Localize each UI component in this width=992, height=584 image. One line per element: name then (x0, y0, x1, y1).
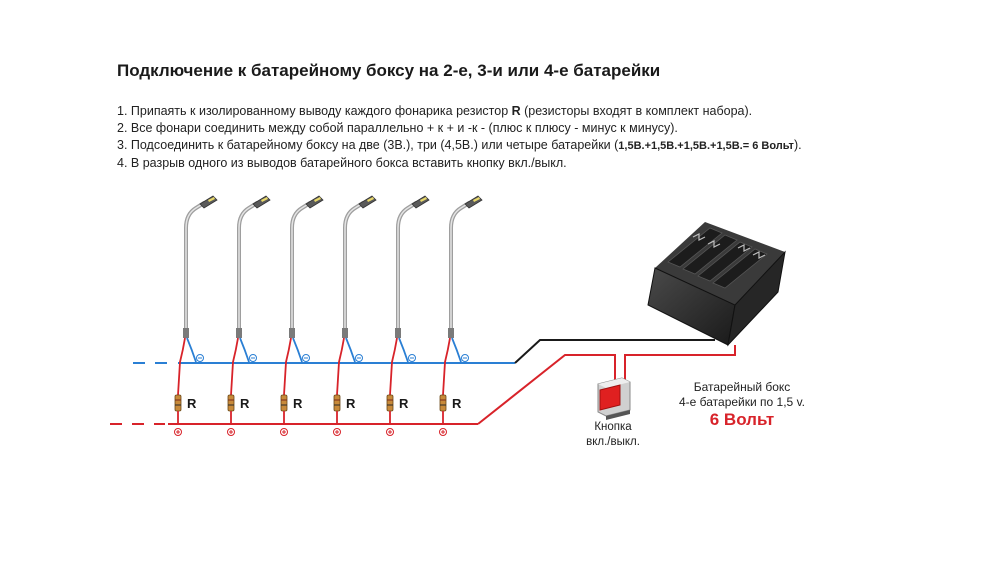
resistor-label: R (452, 396, 462, 411)
lamp-pole-highlight (239, 203, 257, 330)
battery-voltage: 6 Вольт (709, 410, 775, 429)
instruction-bold: 1,5В.+1,5В.+1,5В.+1,5В.= 6 Вольт (618, 140, 794, 152)
lamp-plus-lead (443, 338, 450, 395)
lamp-pole (345, 203, 363, 330)
lamp-head (200, 196, 217, 208)
lamp-plus-lead (178, 338, 185, 395)
resistor (228, 395, 234, 411)
battery-box (648, 222, 785, 345)
page-title: Подключение к батарейному боксу на 2-е, 3-и или 4-е батарейки (117, 61, 661, 80)
lamp-pole-highlight (398, 203, 416, 330)
lamp-pole (186, 203, 204, 330)
instruction-text: ). (793, 138, 802, 152)
lamp-minus-lead (346, 338, 355, 362)
lamp-head (253, 196, 270, 208)
instruction-text: 2. Все фонари соединить между собой параллельно + к + и -к - (плюс к плюсу - минус к минусу). (117, 121, 678, 135)
lamp-head (412, 196, 429, 208)
minus-wire (133, 340, 715, 363)
lamp-minus-lead (240, 338, 249, 362)
lamp-base (395, 328, 401, 338)
battery-red-lead (625, 345, 735, 380)
instruction-text: 1. Припаять к изолированному выводу каждого фонарика резистор (117, 104, 512, 118)
resistor-label: R (240, 396, 250, 411)
instruction-text: 3. Подсоединить к батарейному боксу на две (3В.), три (4,5В.) или четыре батарейки ( (117, 138, 619, 152)
lamp-pole (451, 203, 469, 330)
lamp-base (183, 328, 189, 338)
battery-box-label (652, 380, 832, 410)
resistor (440, 395, 446, 411)
instruction-bold: R (511, 104, 521, 118)
resistor (175, 395, 181, 411)
lamp-pole-highlight (345, 203, 363, 330)
lamp-plus-lead (231, 338, 238, 395)
switch-label-line: вкл./выкл. (586, 436, 640, 448)
lamp-pole-highlight (186, 203, 204, 330)
power-switch[interactable] (598, 378, 630, 420)
lamp-base (342, 328, 348, 338)
lamp-base (448, 328, 454, 338)
lamp-minus-lead (452, 338, 461, 362)
lamp-head (306, 196, 323, 208)
battery-box-label-line: 4-е батарейки по 1,5 v. (678, 395, 806, 409)
lamp-base (236, 328, 242, 338)
instruction-text: (резисторы входят в комплект набора). (520, 104, 753, 118)
resistor-label: R (293, 396, 303, 411)
lamp-minus-lead (399, 338, 408, 362)
lamp-pole (292, 203, 310, 330)
battery-box-label-line: Батарейный бокс (693, 380, 791, 394)
lamp-minus-lead (293, 338, 302, 362)
lamp-minus-lead (187, 338, 196, 362)
resistor (334, 395, 340, 411)
lamp-head (359, 196, 376, 208)
resistor-label: R (187, 396, 197, 411)
lamp-head (465, 196, 482, 208)
lamp-plus-lead (337, 338, 344, 395)
lamp-plus-lead (390, 338, 397, 395)
lamp-pole-highlight (451, 203, 469, 330)
instruction-text: 4. В разрыв одного из выводов батарейного бокса вставить кнопку вкл./выкл. (117, 156, 567, 170)
resistor-label: R (399, 396, 409, 411)
lamp-pole (398, 203, 416, 330)
lamp-pole-highlight (292, 203, 310, 330)
resistor (387, 395, 393, 411)
switch-red-rocker[interactable] (600, 385, 620, 410)
switch-label-line: Кнопка (594, 421, 632, 433)
lamps-group (175, 196, 483, 436)
lamp-pole (239, 203, 257, 330)
resistor (281, 395, 287, 411)
switch-input-lead (478, 355, 615, 424)
switch-label (578, 420, 648, 450)
resistor-label: R (346, 396, 356, 411)
lamp-plus-lead (284, 338, 291, 395)
lamp-base (289, 328, 295, 338)
